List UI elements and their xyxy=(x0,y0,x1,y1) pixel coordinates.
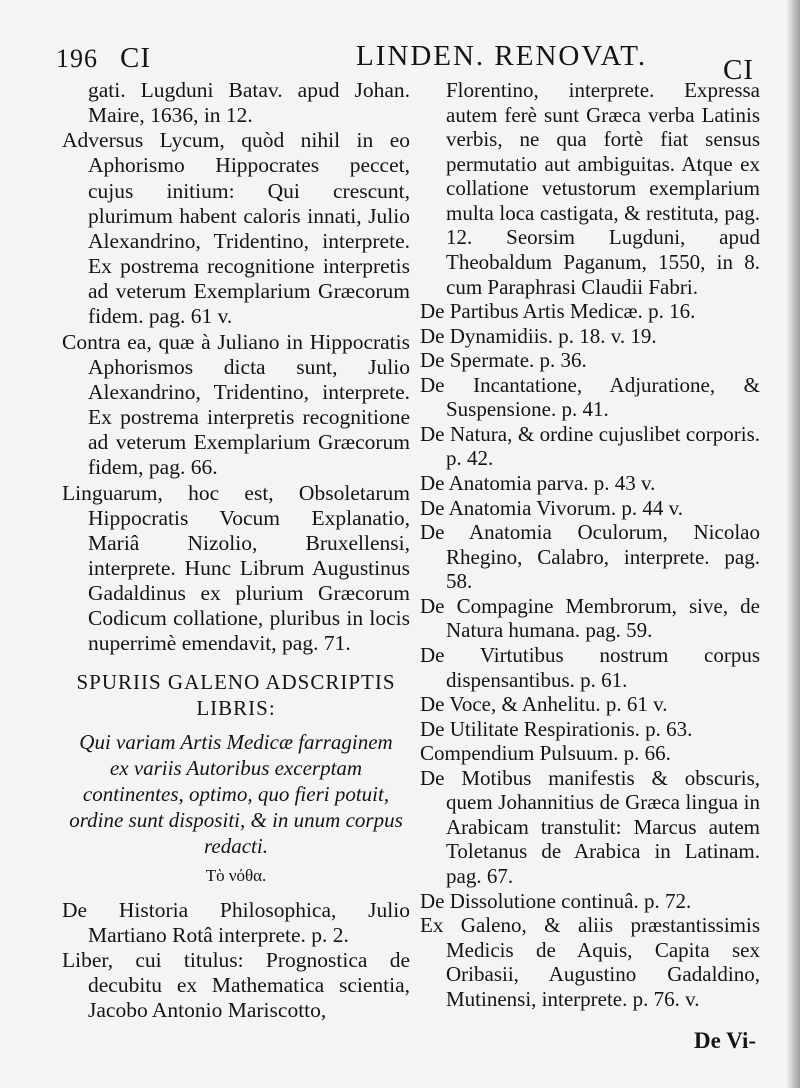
catalog-entry: De Partibus Artis Medicæ. p. 16. xyxy=(420,299,696,324)
page-edge-shadow xyxy=(786,0,800,1088)
running-title: LINDEN. RENOVAT. xyxy=(356,40,648,72)
catalog-entry: De Anatomia Vivorum. p. 44 v. xyxy=(420,495,683,520)
catalog-entry: De Utilitate Respirationis. p. 63. xyxy=(420,716,693,741)
catalog-entry: De Anatomia parva. p. 43 v. xyxy=(420,471,656,495)
catchword: De Vi- xyxy=(694,1028,756,1053)
section-heading: SPURIIS GALENO ADSCRIPTIS LIBRIS: xyxy=(76,669,396,720)
greek-note: Τὸ νόθα. xyxy=(205,865,267,885)
catalog-entry: De Dissolutione continuâ. p. 72. xyxy=(420,888,692,913)
catalog-entry: De Voce, & Anhelitu. p. 61 v. xyxy=(420,692,668,717)
catalog-entry: Contra ea, quæ à Juliano in Hippocratis Aphorismos dicta sunt, Julio Alexandrino, Tridentino, interprete. Ex postrema interpretis recognitione ad veterum Exemplarium Græcorum fidem, pag. 66. xyxy=(62,329,410,480)
catalog-entry: De Motibus manifestis & obscuris, quem Johannitius de Græca lingua in Arabicam transtulit: Marcus autem Toletanus de Arabica in Latinam. pag. 67. xyxy=(420,765,760,888)
catalog-entry: De Anatomia Oculorum, Nicolao Rhegino, Calabro, interprete. pag. 58. xyxy=(420,520,760,594)
continued-entry: Florentino, interprete. Expressa autem ferè sunt Græca verba Latinis verbis, ne qua fortè fiat sensus permutatio aut ambiguitas. Atque ex collatione vetustorum exemplarium multa loca castigata, & restituta, pag. 12. Seorsim Lugduni, apud Theobaldum Paganum, 1550, in 8. cum Paraphrasi Claudii Fabri. xyxy=(446,78,760,299)
signature-mark-left: CI xyxy=(120,42,151,74)
catalog-entry: Compendium Pulsuum. p. 66. xyxy=(420,741,671,766)
catalog-entry: Ex Galeno, & aliis præstantissimis Medicis de Aquis, Capita sex Oribasii, Augustino Gadaldino, Mutinensi, interprete. p. 76. v. xyxy=(420,913,760,1011)
page-number: 196 xyxy=(56,44,98,73)
page-header xyxy=(56,40,760,86)
left-column xyxy=(62,78,410,1024)
right-column xyxy=(420,78,760,1011)
signature-mark-right: CI xyxy=(723,54,754,86)
catalog-entry: De Historia Philosophica, Julio Martiano Rotâ interprete. p. 2. xyxy=(62,897,410,947)
catalog-entry: De Dynamidiis. p. 18. v. 19. xyxy=(420,323,657,348)
catalog-entry: De Spermate. p. 36. xyxy=(420,348,587,373)
catalog-entry: Linguarum, hoc est, Obsoletarum Hippocratis Vocum Explanatio, Mariâ Nizolio, Bruxellensi, interprete. Hunc Librum Augustinus Gadaldinus ex plurium Græcorum Codicum collatione, pluribus in locis nuperrimè emendavit, pag. 71. xyxy=(62,480,410,656)
section-intro: Qui variam Artis Medicæ farraginem ex variis Autoribus excerptam continentes, optimo, quo fieri potuit, ordine sunt dispositi, & in unum corpus redacti. xyxy=(69,729,403,858)
catalog-entry: Adversus Lycum, quòd nihil in eo Aphorismo Hippocrates peccet, cujus initium: Qui crescunt, plurimum habent caloris innati, Julio Alexandrino, Tridentino, interprete. Ex postrema recognitione interpretis ad veterum Exemplarium Græcorum fidem. pag. 61 v. xyxy=(62,128,410,329)
continued-entry: gati. Lugduni Batav. apud Johan. Maire, 1636, in 12. xyxy=(88,78,410,128)
catalog-entry: De Natura, & ordine cujuslibet corporis. p. 42. xyxy=(420,421,760,471)
catalog-entry: Liber, cui titulus: Prognostica de decubitu ex Mathematica scientia, Jacobo Antonio Mariscotto, xyxy=(62,948,410,1023)
catalog-entry: De Incantatione, Adjuratione, & Suspensione. p. 41. xyxy=(420,372,760,422)
catalog-entry: De Compagine Membrorum, sive, de Natura humana. pag. 59. xyxy=(420,593,760,643)
catalog-entry: De Virtutibus nostrum corpus dispensantibus. p. 61. xyxy=(420,642,760,692)
